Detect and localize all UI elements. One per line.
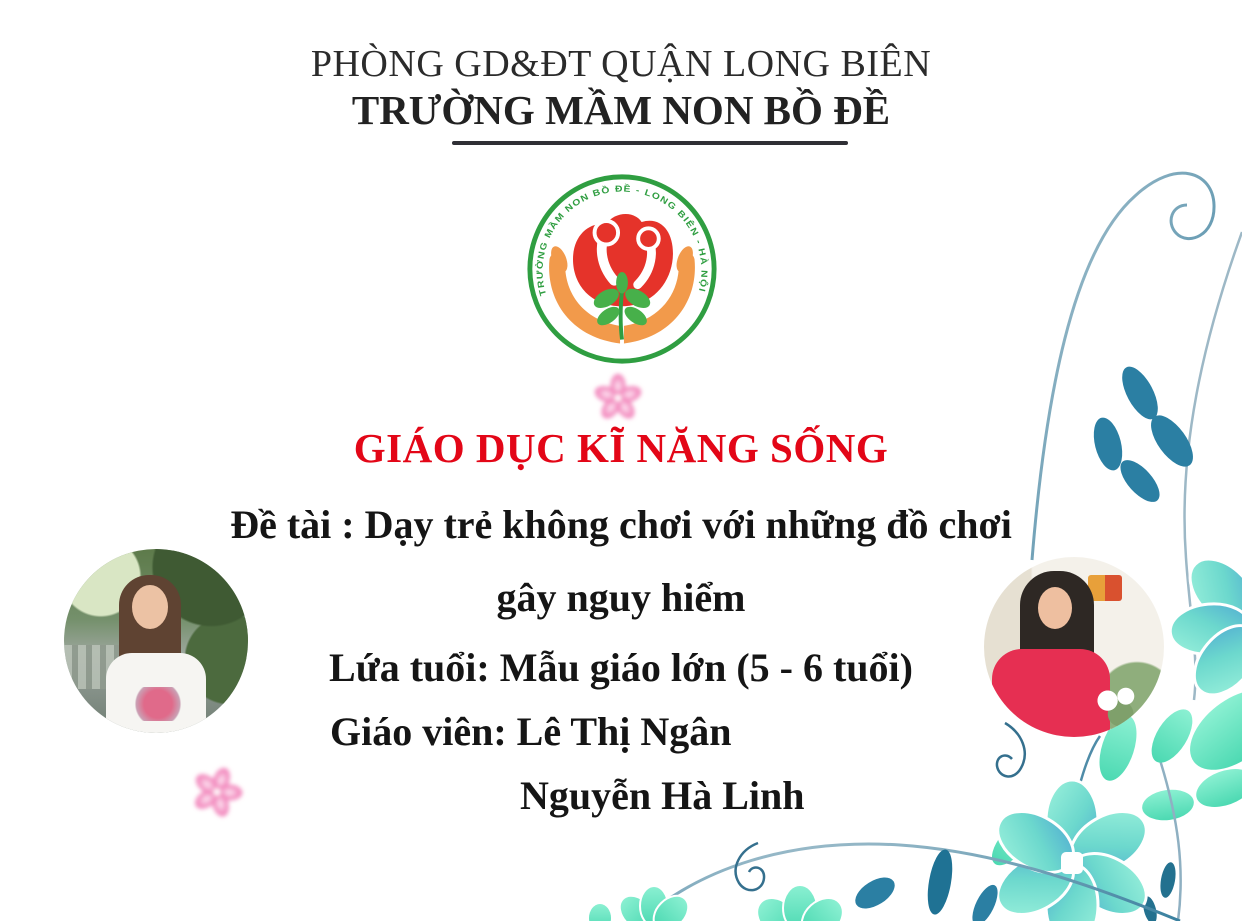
subject-title: GIÁO DỤC KĨ NĂNG SỐNG [353, 425, 889, 471]
teacher-line-2: Nguyễn Hà Linh [520, 773, 805, 818]
teacher-line-1: Giáo viên: Lê Thị Ngân [330, 709, 732, 754]
topic-line-2: gây nguy hiểm [496, 575, 746, 620]
header-underline [452, 141, 848, 145]
logo-arc-text: TRƯỜNG MẦM NON BỒ ĐỀ - LONG BIÊN - HÀ NỘI [534, 183, 710, 297]
age-group-line: Lứa tuổi: Mẫu giáo lớn (5 - 6 tuổi) [329, 645, 913, 690]
header-department: PHÒNG GD&ĐT QUẬN LONG BIÊN [310, 43, 932, 85]
header-school-name: TRƯỜNG MẦM NON BỒ ĐỀ [351, 87, 891, 133]
topic-line-1: Đề tài : Dạy trẻ không chơi với những đồ chơi [230, 502, 1012, 547]
